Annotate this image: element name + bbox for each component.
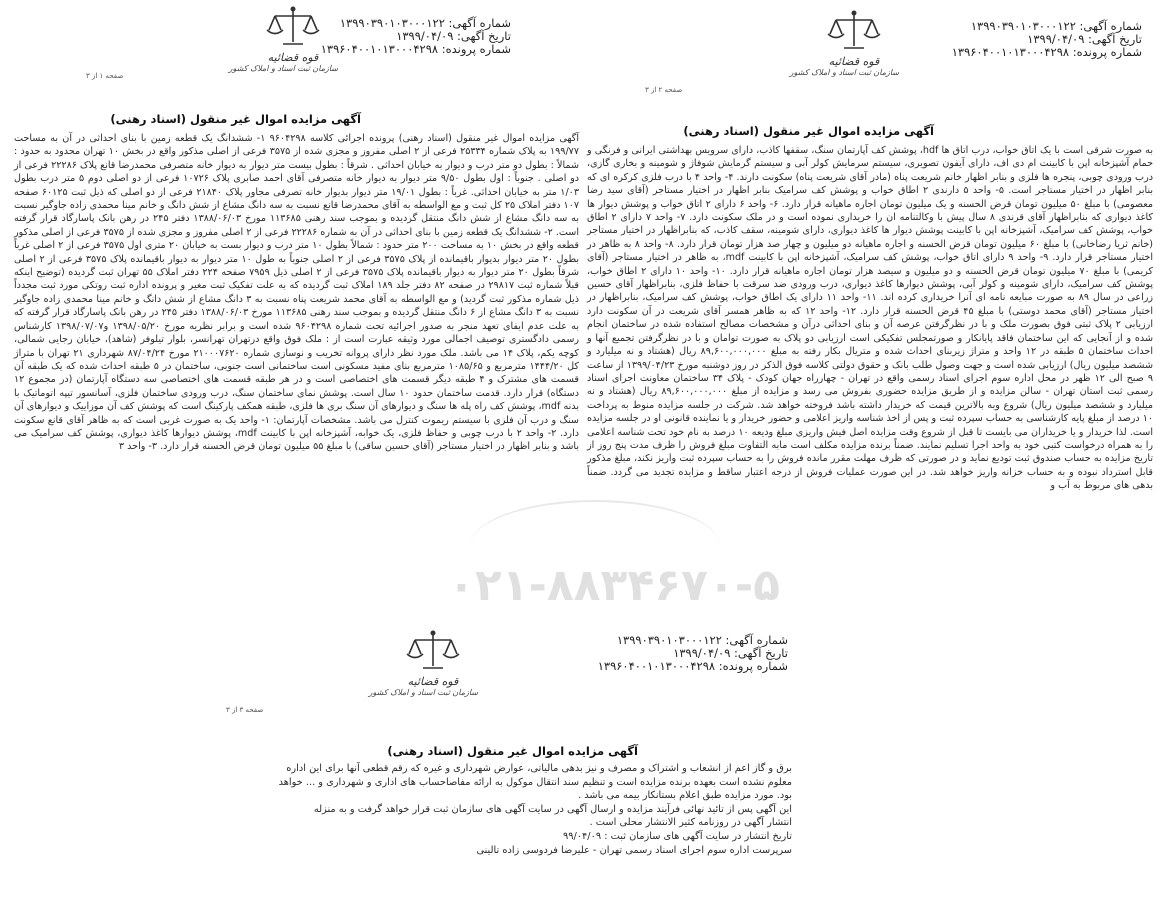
ad-date: تاریخ آگهی: ۱۳۹۹/۰۴/۰۹: [396, 29, 511, 43]
case-number: شماره پرونده: ۱۳۹۶۰۴۰۰۱۰۱۳۰۰۰۴۲۹۸: [320, 42, 511, 56]
body-line: انتشار آگهی در روزنامه کثیر الانتشار محلی است .: [589, 817, 792, 829]
ad-header: [321, 17, 511, 56]
case-number: شماره پرونده: ۱۳۹۶۰۴۰۰۱۰۱۳۰۰۰۴۲۹۸: [597, 659, 788, 673]
logo-text-1: قوه قضائیه: [407, 675, 459, 688]
body-line: برق و گاز اعم از انشعاب و اشتراک و مصرف و نیز بدهی مالیاتی، عوارض شهرداری و غیره که رقم قطعی آنها برای این اداره: [286, 763, 792, 774]
logo-text-2: سازمان ثبت اسناد و املاک کشور: [228, 64, 338, 73]
logo-text-2: سازمان ثبت اسناد و املاک کشور: [368, 688, 478, 697]
body-line: این آگهی پس از تائید نهائی فرآیند مزایده و ارسال آگهی در سایت آگهی های سازمان ثبت قرار خواهد گرفت و به منزله: [313, 803, 792, 815]
page-number: صفحه ۳ از ۳: [226, 706, 264, 714]
judiciary-logo: [789, 8, 899, 77]
logo-text-1: قوه قضائیه: [828, 55, 880, 68]
phone-watermark: ۰۲۱-۸۸۳۴۶۷۰-۵: [448, 560, 780, 611]
scales-emblem-icon: [403, 628, 463, 672]
body-line: سرپرست اداره سوم اجرای اسناد رسمی تهران - علیرضا فردوسی زاده تالینی: [476, 844, 792, 856]
page-title: آگهی مزایده اموال غیر منقول (اسناد رهنی): [683, 124, 934, 138]
body-line: بود. مورد مزایده طبق اعلام بستانکار بیمه می باشد .: [578, 790, 792, 802]
body-paragraph: آگهی مزایده اموال غیر منقول (اسناد رهنی) پرونده اجرائی کلاسه ۹۶۰۴۲۹۸ ۱- ششدانگ یک قطعه زمین با بنای احداثی در آن به مساحت ۱۹۹/۷۷ به پلاک شماره ۲۵۳۳۴ فرعی از ۲ اصلی مفروز و مجزی شده از ۳۵۷۵ فرعی از اصلی مذکور واقع در بخش ۱۰ تهران محدود به حدود : شمالاً : بطول دو متر درب و دیوار به خیابان احداثی . شرقاً : بطول بیست متر دیوار به دیوار خانه متصرفی محمدرضا قانع پلاک ۲۲۲۸۶ فرعی از دو اصلی . جنوباً : اول بطول ۹/۵۰ متر دیوار به دیوار خانه متصرفی آقای احمد صابری پلاک ۱۰۷۲۶ فرعی از دو اصلی دوم ۵ متر درب بطول ۱/۰۳ متر به خیابان احداثی. غرباً : بطول ۱۹/۰۱ متر دیوار بدیوار خانه تصرفی مجاور پلاک ۲۱۸۴۰ فرعی از دو اصلی که ذیل ثبت ۶۰۱۲۵ صفحه ۱۰۷ دفتر املاک ۲۵ کل ثبت و مع الواسطه به آقای محمدرضا قانع نسبت به سه دانگ مشاع از شش دانگ و خانم مینا محمدی زاده جاوگیر نسبت به سه دانگ مشاع از شش دانگ منتقل گردیده و بموجب سند رهنی ۱۱۳۶۸۵ مورخ ۱۳۸۸/۰۶/۰۳ دفتر ۲۴۵ در رهن بانک پاسارگاد قرار گرفته است. ۲- ششدانگ یک قطعه زمین با بنای احداثی در آن به شماره ۲۲۲۸۶ فرعی از ۲ اصلی مفروز و مجزی شده از ۳۵۷۵ فرعی از اصلی مذکور قطعه واقع در بخش ۱۰ به مساحت ۲۰۰ متر حدود : شمالاً بطول ۱۰ متر درب و دیوار بست به خیابان ۲۰ متری اول ۳۵۷۵ فرعی از ۲ اصلی غرباً بطول ۲۰ متر دیوار بدیوار باقیمانده از پلاک ۳۵۷۵ فرعی از ۲ اصلی جنوباً به طول ۱۰ متر دیوار به دیوار باقیمانده پلاک ۳۵۷۵ فرعی از ۲ اصلی شرقاً بطول ۲۰ متر دیوار به دیوار باقیمانده پلاک ۳۵۷۵ فرعی از ۲ اصلی ذیل ۷۹۵۹ صفحه ۲۲۴ دفتر املاک ۵۵ تهران ثبت گردیده (توضیح اینکه قبلاً شماره ثبت ۲۹۸۱۷ در صفحه ۸۲ دفتر جلد ۱۸۹ املاک ثبت گردیده که به علت تفکیک ثبت مغیر و پرونده اداره ثبت روتکی مورد ثبت مجدداً ذیل شماره مذکور ثبت گردید) و مع الواسطه به آقای محمد شریعت پناه نسبت به ۳ دانگ مشاع از شش دانگ و خانم مینا محمدی زاده جاوگیر نسبت به ۳ دانگ مشاع از ۶ دانگ منتقل گردیده و بموجب سند رهنی ۱۱۳۶۸۵ مورخ ۱۳۸۸/۰۶/۰۳ دفتر ۲۴۵ در رهن بانک پاسارگاد قرار گرفته که به علت عدم ایفای تعهد منجر به صدور اجرائیه تحت شماره ۹۶۰۴۲۹۸ شده است و برابر نظریه مورخ ۱۳۹۸/۰۵/۲۰ و۱۳۹۸/۰۷/۰۷ کارشناس رسمی دادگستری توصیف اجمالی مورد وثیقه عبارت است از : ملک فوق واقع درتهران تهرانسر، بلوار تیلوفر (شاهد)، خیابان رجایی شمالی، کوچه یکم، پلاک ۱۴ می باشد. ملک مورد نظر دارای پروانه تخریب و نوسازی شماره ۲۱۰۰۰۷۶۲۰ مورخ ۸۷/۰۴/۲۴ شهرداری ۲۱ تهران با متراژ کل ۱۴۴۴/۲۰ مترمربع و ۱۰۸۵/۶۵ مترمربع بنای مفید مسکونی است ساختمانی است جنوبی، ساختمان در ۵ طبقه احداث شده که یک طبقه آن قسمت های مشترک و ۴ طبقه دیگر قسمت های اختصاصی است و در هر طبقه قسمت های اختصاصی سه دستگاه آپارتمان (در مجموع ۱۲ دستگاه) قرار دارد. قدمت ساختمان حدود ۱۰ سال است. پوشش نمای ساختمان سنگ، درب ورودی ساختمان فلزی، آسانسور تیپه اتوماتیک با بدنه mdf، پوشش کف راه پله ها سنگ و دیوارهای آن سنگ بری ها فلزی، طبقه همکف پارکینگ است که پوشش کف آن موزاییک و دیوارهای آن سنگ و درب آن فلزی با سیستم ریموت کنترل می باشد. مشخصات آپارتمان: ۱- واحد یک به صورت غربی است که به ظاهر آقای قانع سکونت دارد. ۲- واحد ۲ با درب چوبی و حفاظ فلزی، یک خوابه، آشپزخانه اپن با کابینت mdf، پوشش دیوارها کاغذ دیواری، پوشش کف سرامیک می باشد و بنابر اظهار در اختیار مستاجر (آقای حسین ساقی) با مبلغ ۵۵ میلیون تومان قرض الحسنه قرار دارد. ۳- واحد ۳: [14, 133, 580, 453]
ad-number: شماره آگهی: ۱۳۹۹۰۳۹۰۱۰۳۰۰۰۱۲۲: [616, 633, 788, 647]
ad-header: [952, 20, 1142, 59]
body-text: [226, 762, 792, 898]
page-title: آگهی مزایده اموال غیر منقول (اسناد رهنی): [387, 744, 638, 758]
page-title: آگهی مزایده اموال غیر منقول (اسناد رهنی): [110, 112, 361, 126]
case-number: شماره پرونده: ۱۳۹۶۰۴۰۰۱۰۱۳۰۰۰۴۲۹۸: [951, 45, 1142, 59]
ad-number: شماره آگهی: ۱۳۹۹۰۳۹۰۱۰۳۰۰۰۱۲۲: [970, 19, 1142, 33]
body-paragraph: به صورت شرقی است با یک اتاق خواب، درب اتاق ها hdf، پوشش کف آپارتمان سنگ، سقفها کاذب، دارای سرویس بهداشتی ایرانی و فرنگی و حمام آشپزخانه اپن با کابینت ام دی اف، دارای آیفون تصویری، سیستم سرمایش کولر آبی و سیستم گرمایش شوفاژ و شومینه و بخاری گازی، درب ورودی چوبی، پنجره ها فلزی و بنابر اظهار خانم شریعت پناه (مادر آقای شریعت پناه) سکونت دارند. ۴- واحد ۴ با درب فلزی کرکره ای که بنابر اظهار در اختیار مستاجر است. ۵- واحد ۵ دارندی ۲ اطاق خواب و پوشش کف سرامیک بنابر اظهار در اختیار مستاجر (آقای سید رضا معصومی) با مبلغ ۵۰ میلیون تومان قرض الحسنه و یک میلیون تومان اجاره ماهیانه قرار دارد. ۶- واحد ۶ دارای ۲ اتاق خواب و پوشش دیوار ها کاغذ دیواری که بنابراظهار آقای قرندی ۸ سال پیش با وکالتنامه ان را خریداری نموده است و در ملک سکونت دارد. ۷- واحد ۷ دارای ۲ اطاق خواب، پوشش کف سرامیک، آشپزخانه اپن با کابینت پوشش دیوار ها کاغذ دیواری، دارای شومینه، سقف کاذب، که بنابراظهار در اختیار مستاجر (خانم ثریا رضاخانی) با مبلغ ۶۰ میلیون تومان قرض الحسنه و اجاره ماهیانه دو میلیون و چهار صد هزار تومان قرار دارد. ۸- واحد ۸ به ظاهر در اختیار مستاجر قرار دارد. ۹- واحد ۹ دارای اتاق خواب، پوشش کف سرامیک، آشپزخانه اپن با کابینت mdf، به ظاهر در اختیار مستاجر (آقای کریمی) با مبلغ ۷۰ میلیون تومان قرض الحسنه و دو میلیون و سیصد هزار تومان اجاره ماهیانه قرار دارد. ۱۰- واحد ۱۰ دارای ۲ اطاق خواب، پوشش کف سرامیک، دارای شومینه و کولر آبی، پوشش دیوارها کاغذ دیواری، درب ورودی ضد سرقت با حفاظ فلزی، بنابراظهار آقای حسین زراعی در سال ۸۹ به صورت مبایعه نامه ای آنرا خریداری کرده اند. ۱۱- واحد ۱۱ دارای یک اطاق خواب، پوشش کف سرامیک، بنابراظهار در اختیار مستاجر (آقای محمد دوستی) با مبلغ ۴۵ قرض الحسنه قرار دارد. ۱۲- واحد ۱۲ که به ظاهر همسر آقای شریعت در آن سکونت دارد ارزیابی ۲ پلاک ثبتی فوق بصورت ملک و با در نظرگرفتن عرصه آن و بنای احداثی درآن و مشخصات مصالح استفاده شده در ساختمان انجام شده و از آنجایی که این ساختمان فاقد پایانکار و صورتمجلس تفکیکی است ارزیابی دو پلاک به صورت توامان و با در نظرگرفتن تجمیع آنها و احداث ساختمان ۵ طبقه در ۱۲ واحد و متراژ زیربنای احداث شده و متریال بکار رفته به مبلغ ۸۹,۶۰۰,۰۰۰,۰۰۰ ریال (هشتاد و نه میلیارد و ششصد میلیون ریال) ارزیابی شده است و جهت وصول طلب بانک و حقوق دولتی کلاسه فوق الذکر در روز دوشنبه مورخ ۱۳۹۹/۰۴/۲۳ از ساعت ۹ صبح الی ۱۲ ظهر در محل اداره سوم اجرای اسناد رسمی واقع در تهران - چهارراه جهان کودک - پلاک ۳۴ ساختمان معاونت اجرای اسناد رسمی ثبت استان تهران - سالن مزایده و از طریق مزایده حضوری بفروش می رسد و مزایده از مبلغ ۸۹,۶۰۰,۰۰۰,۰۰۰ ریال (هشتاد و نه میلیارد و ششصد میلیون ریال) شروع وبه بالاترین قیمت که خریدار داشته باشد فروخته خواهد شد. شرکت در جلسه مزایده منوط به پرداخت ۱۰ درصد از مبلغ پایه کارشناسی به حساب سپرده ثبت و پس از اخذ شناسه واریز اعلامی و حضور خریدار و یا نماینده قانونی او در جلسه مزایده است. لذا خریدار و یا خریداران می بایست تا قبل از شروع وقت مزایده اصل فیش واریزی مبلغ ودیعه ۱۰ درصد به نام خود تحت شناسه اعلامی را به همراه درخواست کتبی خود به واحد اجرا تسلیم نمایند. ضمناً برنده مزایده مکلف است مابه التفاوت مبلغ فروش را ظرف مدت پنج روز از تاریخ مزایده به حساب صندوق ثبت تودیع نماید و در صورتی که ظرف مهلت مقرر مانده فروش را به حساب سپرده ثبت واریز نکند، مبلغ مذکور قابل استرداد نبوده و به حساب خزانه واریز خواهد شد. در این صورت عملیات فروش از درجه اعتبار ساقط و مزایده تجدید می گردد. ضمناً بدهی های مربوط به آب و: [587, 145, 1154, 492]
ad-date: تاریخ آگهی: ۱۳۹۹/۰۴/۰۹: [673, 646, 788, 660]
scales-emblem-icon: [263, 4, 323, 48]
judiciary-logo: [368, 628, 478, 697]
page-number: صفحه ۱ از ۳: [86, 72, 124, 80]
ad-header: [598, 634, 788, 673]
body-line: تاریخ انتشار در سایت آگهی های سازمان ثبت : ۹۹/۰۴/۰۹: [562, 830, 792, 842]
page-3: [220, 626, 800, 902]
scales-emblem-icon: [824, 8, 884, 52]
ad-number: شماره آگهی: ۱۳۹۹۰۳۹۰۱۰۳۰۰۰۱۲۲: [339, 16, 511, 30]
ad-date: تاریخ آگهی: ۱۳۹۹/۰۴/۰۹: [1027, 32, 1142, 46]
body-line: معلوم نشده است بعهده برنده مزایده است و تنظیم سند انتقال موکول به ارائه مفاصاحساب های اداری و شهرداری و ... خواهد: [278, 776, 792, 788]
page-number: صفحه ۲ از ۳: [645, 86, 683, 94]
logo-text-1: قوه قضائیه: [267, 51, 319, 64]
logo-text-2: سازمان ثبت اسناد و املاک کشور: [789, 68, 899, 77]
judiciary-logo: [228, 4, 338, 73]
